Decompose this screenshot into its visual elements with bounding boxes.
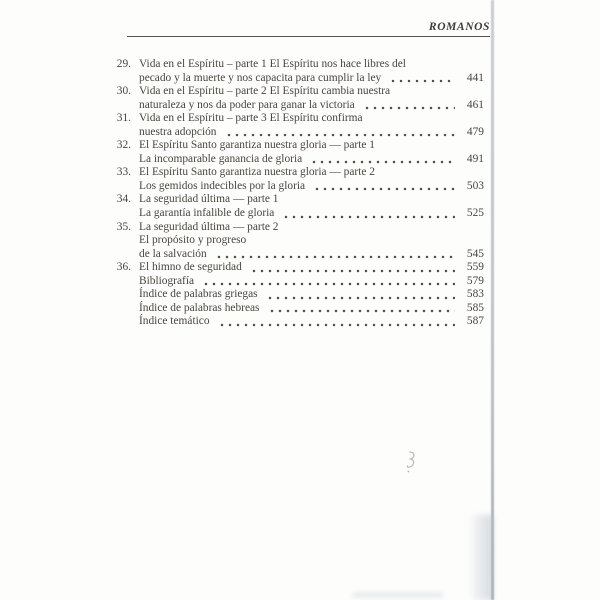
toc-row <box>108 315 484 329</box>
toc-text: Vida en el Espíritu – parte 1 El Espíritu nos hace libres del <box>139 58 406 70</box>
toc-row <box>108 139 484 153</box>
toc-row <box>108 288 484 302</box>
toc-text: Índice temático <box>139 315 210 328</box>
scan-smudge <box>352 592 444 598</box>
toc-row <box>108 193 484 207</box>
toc-number: 36. <box>116 261 131 274</box>
dot-leader <box>285 221 456 235</box>
toc-row <box>108 99 484 113</box>
toc-text: El Espíritu Santo garantiza nuestra gloria — parte 1 <box>139 139 375 152</box>
toc-text: Vida en el Espíritu – parte 3 El Espíritu confirma <box>139 112 363 125</box>
toc-page: 491 <box>466 152 484 165</box>
dot-leader <box>264 288 455 302</box>
toc-row <box>108 166 484 180</box>
toc-row <box>108 72 484 86</box>
toc-text: Bibliografía <box>139 274 195 287</box>
toc-row <box>108 302 484 316</box>
toc-row <box>108 275 484 289</box>
dot-leader <box>369 112 455 126</box>
dot-leader <box>387 72 455 86</box>
dot-leader <box>200 275 455 289</box>
toc-number: 35. <box>116 220 131 233</box>
toc-number: 31. <box>116 112 131 125</box>
toc-row <box>108 261 484 275</box>
toc-number: 32. <box>116 139 131 152</box>
dot-leader <box>308 153 455 167</box>
header-rule <box>127 36 490 37</box>
dot-leader <box>361 99 455 113</box>
toc-row <box>108 126 484 140</box>
toc-text: Los gemidos indecibles por la gloria <box>139 179 306 192</box>
toc-page: 559 <box>466 261 484 274</box>
toc-text: La incomparable ganancia de gloria <box>139 152 303 165</box>
toc-number: 30. <box>116 85 131 98</box>
toc-row <box>108 207 484 221</box>
dot-leader <box>311 180 455 194</box>
toc-text: Índice de palabras hebreas <box>139 301 260 314</box>
toc-page: 525 <box>466 207 484 220</box>
toc-text: Índice de palabras griegas <box>139 288 258 301</box>
dot-leader <box>248 261 455 275</box>
toc-page: 503 <box>466 179 484 192</box>
toc-text: nuestra adopción <box>139 125 217 138</box>
toc-row <box>108 153 484 167</box>
toc-row <box>108 248 484 262</box>
toc-page: 585 <box>466 301 484 314</box>
toc-text: La seguridad última — parte 2 <box>139 220 279 233</box>
toc-text: naturaleza y nos da poder para ganar la victoria <box>139 98 355 111</box>
dot-leader <box>412 58 455 72</box>
toc-row <box>108 234 484 248</box>
dot-leader <box>223 126 456 140</box>
toc-number: 29. <box>116 58 131 70</box>
toc-number: 33. <box>116 166 131 179</box>
toc-number: 34. <box>116 193 131 206</box>
toc-text: El himno de seguridad <box>139 261 242 274</box>
dot-leader <box>396 85 455 99</box>
toc-text: La seguridad última — parte 1 <box>139 193 279 206</box>
toc-page: 545 <box>466 247 484 260</box>
page-curl-shadow <box>468 515 493 600</box>
page-edge-shadow <box>491 0 494 600</box>
dot-leader <box>266 302 456 316</box>
toc-row <box>108 180 484 194</box>
ink-mark-icon <box>402 449 420 477</box>
toc-page: 587 <box>466 315 484 328</box>
toc-text: Vida en el Espíritu – parte 2 El Espíritu cambia nuestra <box>139 85 391 98</box>
dot-leader <box>381 139 455 153</box>
dot-leader <box>280 207 455 221</box>
toc-text: de la salvación <box>139 247 207 260</box>
page-header <box>127 21 490 37</box>
toc-text: El Espíritu Santo garantiza nuestra gloria — parte 2 <box>139 166 375 179</box>
toc-row <box>108 221 484 235</box>
toc-text: La garantía infalible de gloria <box>139 207 275 220</box>
toc-page: 479 <box>466 125 484 138</box>
dot-leader <box>252 234 455 248</box>
dot-leader <box>213 248 455 262</box>
running-head-title: ROMANOS <box>428 21 490 33</box>
toc-text: El propósito y progreso <box>139 234 247 247</box>
toc-list <box>108 58 484 329</box>
toc-page: 461 <box>466 98 484 111</box>
toc-page: 441 <box>466 71 484 84</box>
dot-leader <box>216 315 455 329</box>
toc-row <box>108 112 484 126</box>
dot-leader <box>285 193 456 207</box>
toc-page: 583 <box>466 288 484 301</box>
toc-page: 579 <box>466 274 484 287</box>
toc-row <box>108 85 484 99</box>
dot-leader <box>381 166 455 180</box>
toc-row <box>108 58 484 72</box>
toc-text: pecado y la muerte y nos capacita para cumplir la ley <box>139 71 382 84</box>
